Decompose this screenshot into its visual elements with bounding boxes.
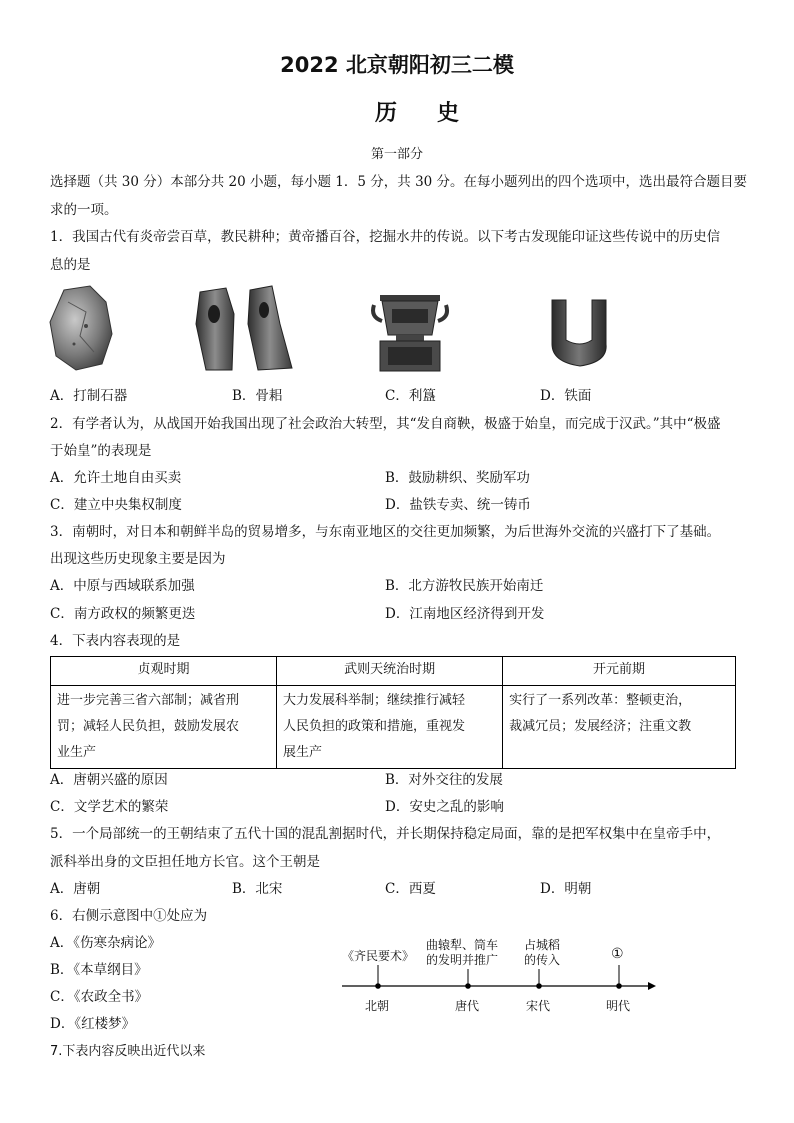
q2-stem: 2．有学者认为，从战国开始我国出现了社会政治大转型，其“发自商鞅，极盛于始皇，而完成于汉武。”其中“极盛 — [50, 416, 721, 432]
q5-option-c[interactable]: C．西夏 — [385, 881, 436, 897]
q6-stem: 6．右侧示意图中①处应为 — [50, 908, 208, 924]
timeline-event-label: 的发明并推广 — [426, 953, 499, 967]
q4-table — [50, 656, 736, 769]
q5-option-a[interactable]: A．唐朝 — [50, 881, 101, 897]
q3-option-c[interactable]: C．南方政权的频繁更迭 — [50, 606, 196, 622]
q7-stem: 7.下表内容反映出近代以来 — [50, 1044, 206, 1059]
q4-option-d[interactable]: D．安史之乱的影响 — [385, 799, 504, 815]
intro-line: 求的一项。 — [50, 202, 118, 218]
q5-stem: 派科举出身的文臣担任地方长官。这个王朝是 — [50, 854, 320, 870]
table-cell: 实行了一系列改革：整顿吏治， 裁减冗员；发展经济；注重文教 — [503, 686, 736, 769]
stone-tool-icon — [46, 282, 116, 372]
table-header: 武则天统治时期 — [277, 657, 503, 686]
q1-option-d[interactable]: D．铁面 — [540, 388, 592, 404]
q1-option-a[interactable]: A．打制石器 — [50, 388, 128, 404]
timeline-event-label: 占城稻 — [524, 938, 561, 952]
part-heading: 第一部分 — [370, 147, 423, 162]
q6-option-c[interactable]: C．《农政全书》 — [50, 989, 149, 1005]
q6-option-d[interactable]: D．《红楼梦》 — [50, 1016, 136, 1032]
table-cell: 进一步完善三省六部制；减省刑 罚；减轻人民负担，鼓励发展农 业生产 — [51, 686, 277, 769]
q3-stem: 出现这些历史现象主要是因为 — [50, 551, 226, 567]
q1-stem: 息的是 — [50, 257, 91, 273]
timeline-era-label: 唐代 — [455, 999, 480, 1013]
q4-stem: 4．下表内容表现的是 — [50, 633, 181, 649]
table-header-row — [51, 657, 736, 686]
bronze-vessel-icon — [370, 287, 450, 373]
q4-option-a[interactable]: A．唐朝兴盛的原因 — [50, 772, 168, 788]
timeline-era-label: 北朝 — [365, 999, 390, 1013]
timeline-event-label: 《齐民要术》 — [342, 949, 415, 963]
q1-option-b[interactable]: B．骨耜 — [232, 388, 283, 404]
q1-stem: 1．我国古代有炎帝尝百草，教民耕种；黄帝播百谷，挖掘水井的传说。以下考古发现能印证这些传说中的历史信 — [50, 229, 721, 245]
timeline-event-label: 的传入 — [524, 953, 561, 967]
q4-option-b[interactable]: B．对外交往的发展 — [385, 772, 503, 788]
q3-option-d[interactable]: D．江南地区经济得到开发 — [385, 606, 545, 622]
bone-spade-icon — [188, 284, 300, 372]
q6-timeline — [330, 935, 660, 1025]
q5-stem: 5．一个局部统一的王朝结束了五代十国的混乱割据时代，并长期保持稳定局面，靠的是把军权集中在皇帝手中， — [50, 826, 721, 842]
q6-option-b[interactable]: B．《本草纲目》 — [50, 962, 148, 978]
q3-option-b[interactable]: B．北方游牧民族开始南迁 — [385, 578, 544, 594]
q4-option-c[interactable]: C．文学艺术的繁荣 — [50, 799, 169, 815]
q2-option-d[interactable]: D．盐铁专卖、统一铸币 — [385, 497, 531, 513]
timeline-event-label: ① — [611, 946, 624, 962]
q1-option-c[interactable]: C．利簋 — [385, 388, 436, 404]
page-title: 2022 北京朝阳初三二模 — [280, 53, 514, 77]
table-row — [51, 686, 736, 769]
table-header: 贞观时期 — [51, 657, 277, 686]
q2-stem: 于始皇”的表现是 — [50, 443, 152, 459]
q2-option-c[interactable]: C．建立中央集权制度 — [50, 497, 182, 513]
q6-option-a[interactable]: A．《伤寒杂病论》 — [50, 935, 161, 951]
intro-line: 选择题（共 30 分）本部分共 20 小题，每小题 1．5 分，共 30 分。在每小题列出的四个选项中，选出最符合题目要 — [50, 174, 748, 190]
q2-option-b[interactable]: B．鼓励耕织、奖励军功 — [385, 470, 530, 486]
table-header: 开元前期 — [503, 657, 736, 686]
table-cell: 大力发展科举制；继续推行减轻 人民负担的政策和措施，重视发 展生产 — [277, 686, 503, 769]
timeline-era-label: 宋代 — [526, 999, 551, 1013]
q2-option-a[interactable]: A．允许土地自由买卖 — [50, 470, 182, 486]
q3-stem: 3．南朝时，对日本和朝鲜半岛的贸易增多，与东南亚地区的交往更加频繁，为后世海外交流的兴盛打下了基础。 — [50, 524, 721, 540]
subject-title: 历史 — [374, 101, 499, 126]
q5-option-d[interactable]: D．明朝 — [540, 881, 592, 897]
q5-option-b[interactable]: B．北宋 — [232, 881, 283, 897]
iron-plow-icon — [544, 296, 614, 368]
timeline-era-label: 明代 — [606, 999, 631, 1013]
q3-option-a[interactable]: A．中原与西域联系加强 — [50, 578, 195, 594]
timeline-event-label: 曲辕犁、筒车 — [426, 938, 499, 952]
